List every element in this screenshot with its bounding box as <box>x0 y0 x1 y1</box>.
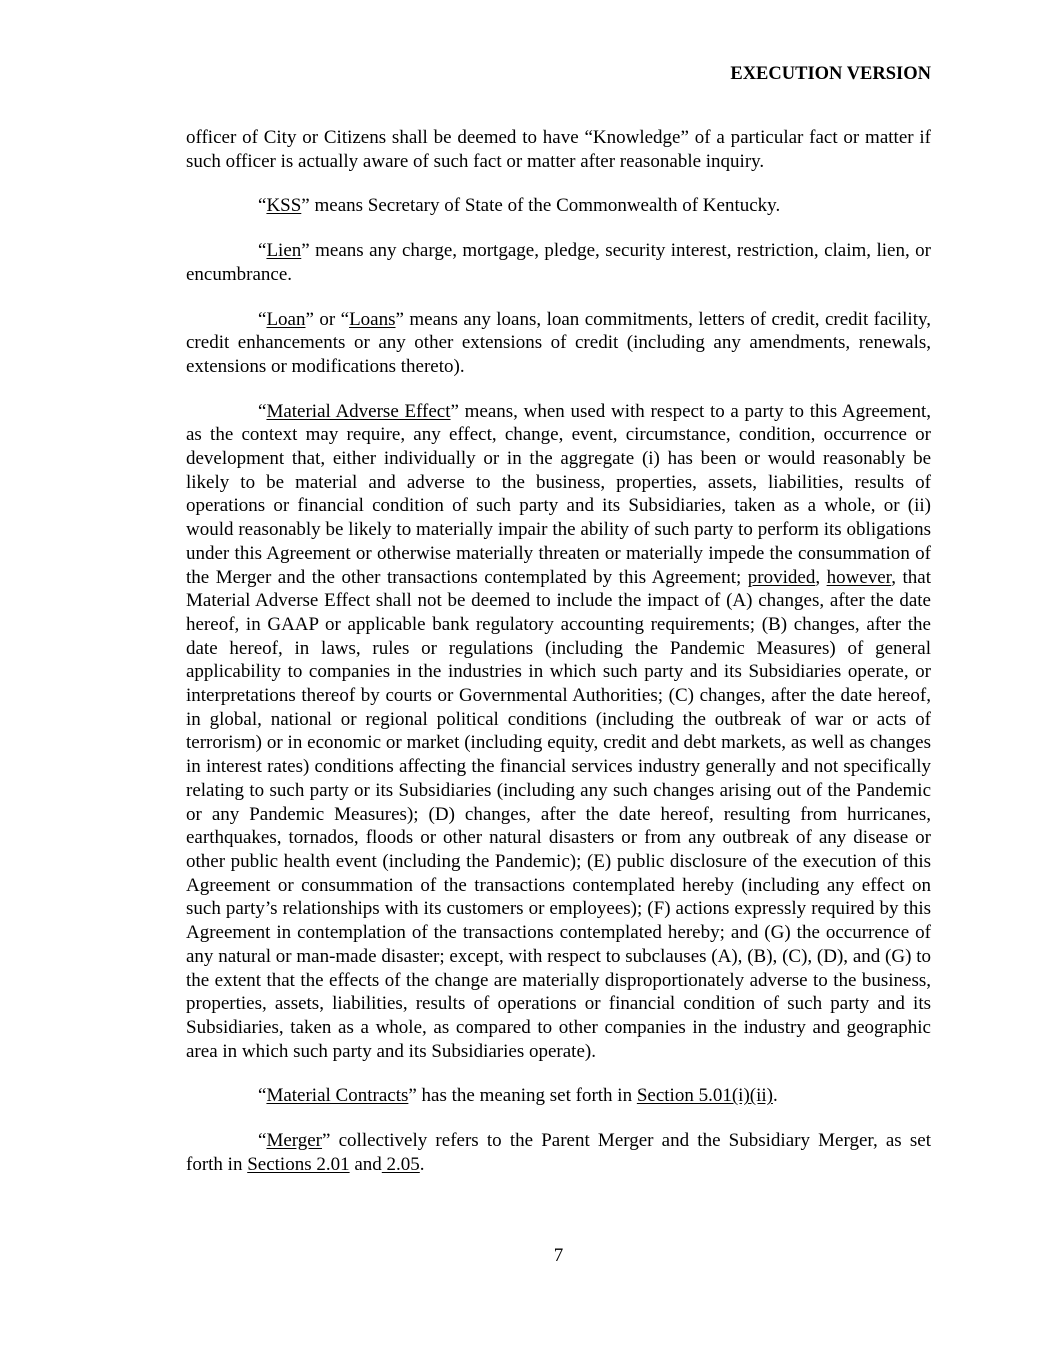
section-reference-2-05: 2.05 <box>381 1153 420 1175</box>
section-reference-2-01: Sections 2.01 <box>247 1153 350 1175</box>
kss-definition: “KSS” means Secretary of State of the Commonwealth of Kentucky. <box>258 195 781 217</box>
defined-term-kss: KSS <box>266 195 302 217</box>
defined-term-material-adverse-effect: Material Adverse Effect <box>266 400 451 422</box>
knowledge-definition-continued: officer of City or Citizens shall be deemed to have “Knowledge” of a particular fact or matter if such officer is actually aware of such fact or matter after reasonable inquiry. <box>186 127 931 172</box>
loan-definition: “Loan” or “Loans” means any loans, loan commitments, letters of credit, credit facility, credit enhancements or any other extensions of credit (including any amendments, renewals, extensions or modifications thereto). <box>186 308 931 377</box>
defined-term-loan: Loan <box>266 308 306 330</box>
defined-term-loans: Loans <box>349 308 396 330</box>
defined-term-merger: Merger <box>266 1130 323 1152</box>
document-header-label: EXECUTION VERSION <box>730 64 931 84</box>
however-term: however <box>826 566 892 588</box>
defined-term-material-contracts: Material Contracts <box>266 1085 409 1107</box>
material-adverse-effect-definition: “Material Adverse Effect” means, when used with respect to a party to this Agreement, as the context may require, any effect, change, event, circumstance, condition, occurrence or development that, either individually or in the aggregate (i) has been or would reasonably be likely to be material and adverse to the business, properties, assets, liabilities, results of operations or financial condition of such party and its Subsidiaries, taken as a whole, or (ii) would reasonably be likely to materially impair the ability of such party to perform its obligations under this Agreement or otherwise materially threaten or materially impede the consummation of the Merger and the other transactions contemplated by this Agreement; provided, however, that Material Adverse Effect shall not be deemed to include the impact of (A) changes, after the date hereof, in GAAP or applicable bank regulatory accounting requirements; (B) changes, after the date hereof, in laws, rules or regulations (including the Pandemic Measures) of general applicability to companies in the industries in which such party and its Subsidiaries operate, or interpretations thereof by courts or Governmental Authorities; (C) changes, after the date hereof, in global, national or regional political conditions (including the outbreak of war or acts of terrorism) or in economic or market (including equity, credit and debt markets, as well as changes in interest rates) conditions affecting the financial services industry generally and not specifically relating to such party or its Subsidiaries (including any such changes arising out of the Pandemic or any Pandemic Measures); (D) changes, after the date hereof, resulting from hurricanes, earthquakes, tornados, floods or other natural disasters or from any outbreak of any disease or other public health event (including the Pandemic); (E) public disclosure of the execution of this Agreement or consummation of the transactions contemplated hereby (including any effect on such party’s relationships with its customers or employees); (F) actions expressly required by this Agreement in contemplation of the transactions contemplated hereby; and (G) the occurrence of any natural or man-made disaster; except, with respect to subclauses (A), (B), (C), (D), and (G) to the extent that the effects of the change are materially disproportionately adverse to the business, properties, assets, liabilities, results of operations or financial condition of such party and its Subsidiaries, taken as a whole, as compared to other companies in the industry and geographic area in which such party and its Subsidiaries operate). <box>186 400 932 1062</box>
document-body <box>186 126 931 1197</box>
material-contracts-definition: “Material Contracts” has the meaning set forth in Section 5.01(i)(ii). <box>258 1085 778 1107</box>
lien-definition: “Lien” means any charge, mortgage, pledge, security interest, restriction, claim, lien, or encumbrance. <box>186 240 931 285</box>
merger-definition: “Merger” collectively refers to the Parent Merger and the Subsidiary Merger, as set forth in Sections 2.01 and 2.05. <box>186 1130 931 1175</box>
section-reference-5-01: Section 5.01(i)(ii) <box>636 1085 773 1107</box>
defined-term-lien: Lien <box>266 240 302 262</box>
page-number: 7 <box>553 1245 564 1266</box>
provided-term: provided <box>747 566 816 588</box>
